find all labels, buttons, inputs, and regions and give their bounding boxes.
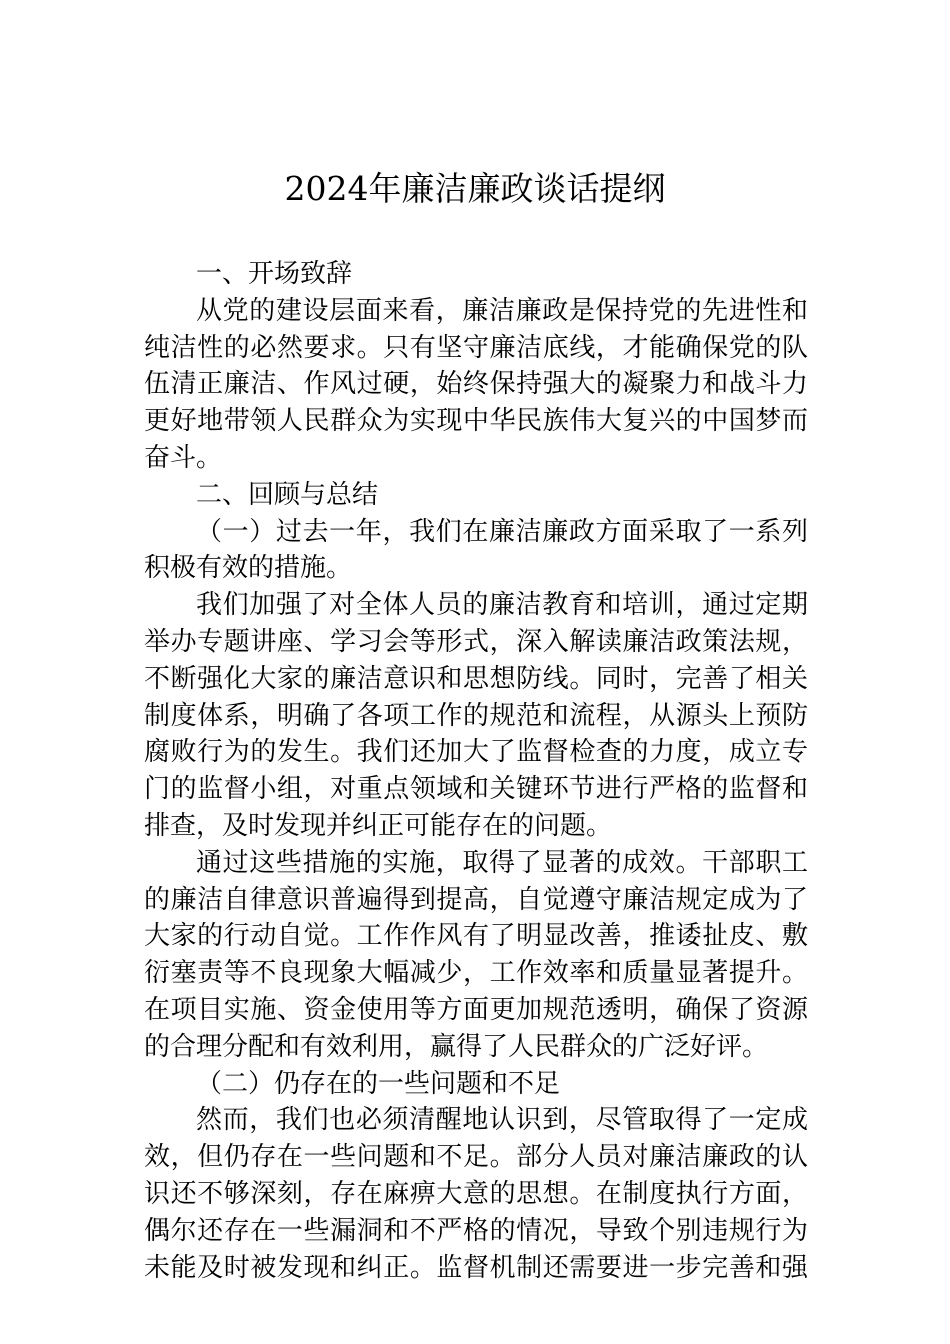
text-line: 制度体系，明确了各项工作的规范和流程，从源头上预防 [144, 700, 808, 731]
text-line: 效，但仍存在一些问题和不足。部分人员对廉洁廉政的认 [144, 1142, 808, 1173]
text-line: 通过这些措施的实施，取得了显著的成效。干部职工 [196, 847, 808, 878]
text-line: 一、开场致辞 [196, 259, 353, 289]
text-line: 腐败行为的发生。我们还加大了监督检查的力度，成立专 [144, 737, 808, 768]
text-line: 不断强化大家的廉洁意识和思想防线。同时，完善了相关 [144, 663, 808, 694]
text-line: 奋斗。 [144, 442, 223, 473]
text-line: 的合理分配和有效利用，赢得了人民群众的广泛好评。 [144, 1031, 769, 1062]
text-line: 衍塞责等不良现象大幅减少，工作效率和质量显著提升。 [144, 958, 808, 989]
text-line: 识还不够深刻，存在麻痹大意的思想。在制度执行方面， [144, 1178, 808, 1209]
document-title: 2024年廉洁廉政谈话提纲 [284, 169, 666, 208]
text-line: 偶尔还存在一些漏洞和不严格的情况，导致个别违规行为 [144, 1215, 808, 1246]
text-line: 我们加强了对全体人员的廉洁教育和培训，通过定期 [196, 590, 808, 621]
text-line: （二）仍存在的一些问题和不足 [196, 1068, 561, 1099]
text-line: 在项目实施、资金使用等方面更加规范透明，确保了资源 [144, 994, 808, 1025]
text-line: 门的监督小组，对重点领域和关键环节进行严格的监督和 [144, 774, 808, 805]
text-line: 伍清正廉洁、作风过硬，始终保持强大的凝聚力和战斗力 [144, 369, 808, 400]
text-line: 更好地带领人民群众为实现中华民族伟大复兴的中国梦而 [144, 406, 808, 437]
document-body [144, 256, 808, 1286]
text-line: 排查，及时发现并纠正可能存在的问题。 [144, 810, 613, 841]
text-line: 纯洁性的必然要求。只有坚守廉洁底线，才能确保党的队 [144, 332, 808, 363]
text-line: 大家的行动自觉。工作作风有了明显改善，推诿扯皮、敷 [144, 921, 808, 952]
text-line: 未能及时被发现和纠正。监督机制还需要进一步完善和强 [144, 1252, 808, 1283]
text-line: 然而，我们也必须清醒地认识到，尽管取得了一定成 [196, 1105, 808, 1136]
text-line: 从党的建设层面来看，廉洁廉政是保持党的先进性和 [196, 295, 808, 326]
text-line: （一）过去一年，我们在廉洁廉政方面采取了一系列 [196, 516, 808, 547]
text-line: 的廉洁自律意识普遍得到提高，自觉遵守廉洁规定成为了 [144, 884, 808, 915]
text-line: 举办专题讲座、学习会等形式，深入解读廉洁政策法规， [144, 626, 808, 657]
text-line: 积极有效的措施。 [144, 553, 353, 584]
text-line: 二、回顾与总结 [196, 479, 379, 510]
